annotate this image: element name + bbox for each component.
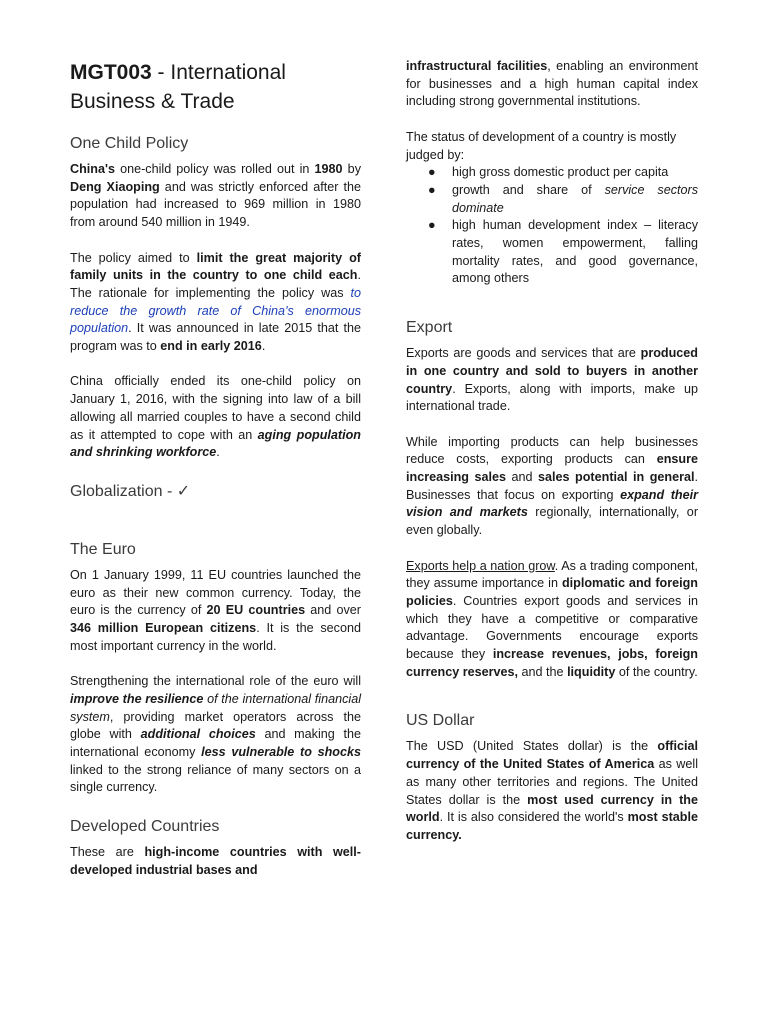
developed-paragraph-continued: infrastructural facilities, enabling an environment for businesses and a high human capital index including strong governmental institutions.	[406, 59, 698, 109]
heading-us-dollar: US Dollar	[406, 712, 475, 730]
usd-paragraph-1: The USD (United States dollar) is the official currency of the United States of America as well as many other territories and regions. The United States dollar is the most used currency in the world. It is also considered the world's most stable currency.	[406, 739, 699, 842]
one-child-paragraph-1: China's one-child policy was rolled out in 1980 by Deng Xiaoping and was strictly enforced after the population had increased to 969 million in 1980 from around 540 million in 1949.	[70, 162, 361, 230]
export-paragraph-1: Exports are goods and services that are produced in one country and sold to buyers in another country. Exports, along with imports, make up international trade.	[406, 346, 698, 414]
list-item: ● high gross domestic product per capita	[426, 164, 698, 182]
export-paragraph-2: While importing products can help businesses reduce costs, exporting products can ensure increasing sales and sales potential in general. Businesses that focus on exporting expand their vision and markets regionally, internationally, or even globally.	[406, 434, 699, 538]
course-name: - International Business & Trade	[70, 61, 286, 113]
page-title	[70, 58, 361, 116]
right-column	[406, 58, 698, 845]
development-status-intro: The status of development of a country is mostly judged by:	[406, 129, 677, 162]
one-child-paragraph-3: China officially ended its one-child policy on January 1, 2016, with the signing into law of a bill allowing all married couples to have a second child as it attempted to cope with an aging population and shrinking workforce.	[70, 374, 361, 460]
list-item: ● growth and share of service sectors dominate	[428, 182, 698, 215]
bullet-icon: ●	[428, 182, 436, 197]
bullet-icon: ●	[428, 165, 436, 180]
development-criteria-list	[406, 164, 698, 288]
heading-developed-countries: Developed Countries	[70, 818, 220, 836]
bullet-icon: ●	[428, 218, 436, 233]
heading-globalization: Globalization - ✓	[70, 482, 191, 500]
list-item: ● high human development index – literacy rates, women empowerment, falling mortality rates, and good governance, among others	[428, 218, 698, 286]
left-column	[70, 58, 361, 879]
developed-paragraph-1: These are high-income countries with well-developed industrial bases and	[70, 845, 361, 877]
euro-paragraph-2: Strengthening the international role of the euro will improve the resilience of the international financial system, providing market operators across the globe with additional choices and making the international economy less vulnerable to shocks linked to the strong reliance of many sectors on a single currency.	[70, 674, 362, 795]
course-code: MGT003	[70, 61, 152, 84]
heading-export: Export	[406, 319, 453, 337]
export-paragraph-3: Exports help a nation grow. As a trading component, they assume importance in diplomatic and foreign policies. Countries export goods and services in which they have a competitive or comparative advantage. Governments encourage exports because they increase revenues, jobs, foreign currency reserves, and the liquidity of the country.	[406, 558, 698, 679]
one-child-paragraph-2: The policy aimed to limit the great majority of family units in the country to one child each. The rationale for implementing the policy was to reduce the growth rate of China's enormous population. It was announced in late 2015 that the program was to end in early 2016.	[70, 250, 361, 354]
heading-one-child-policy: One Child Policy	[70, 135, 189, 152]
euro-paragraph-1: On 1 January 1999, 11 EU countries launched the euro as their new common currency. Today, the euro is the currency of 20 EU countries and over 346 million European citizens. It is the second most important currency in the world.	[70, 567, 361, 653]
heading-the-euro: The Euro	[70, 540, 136, 558]
